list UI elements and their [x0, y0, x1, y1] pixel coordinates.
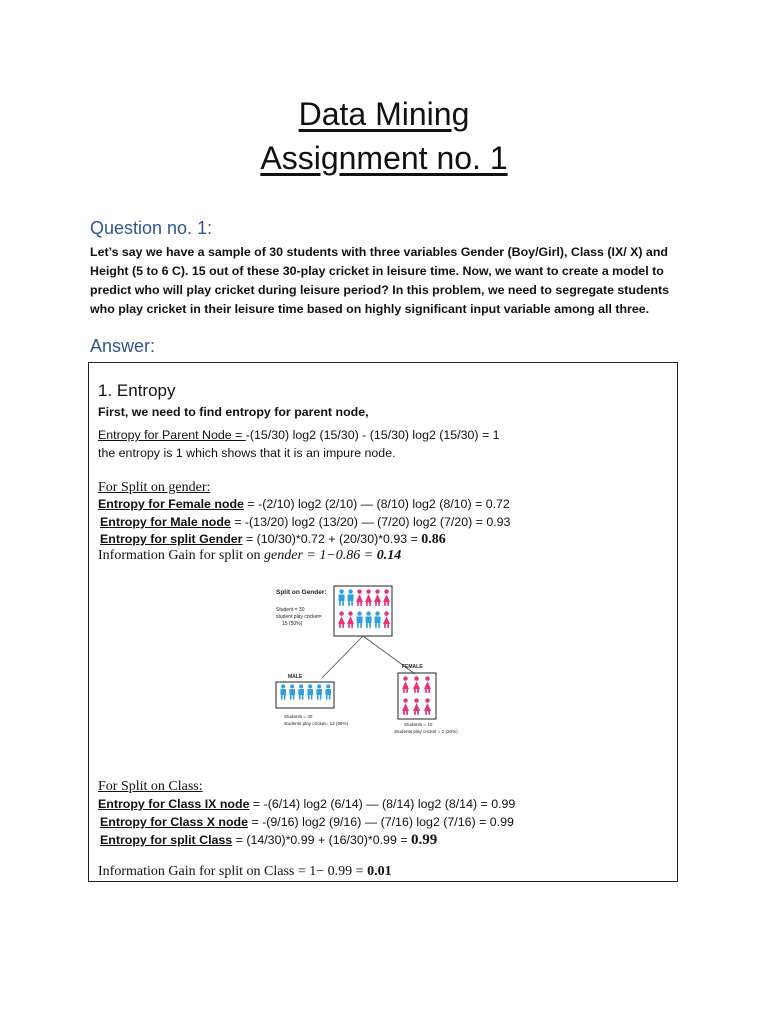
figure-background — [270, 578, 492, 758]
female-entropy-formula: = -(2/10) log2 (2/10) — (8/10) log2 (8/10) = 0.72 — [243, 497, 510, 511]
question-heading: Question no. 1: — [90, 218, 213, 238]
figure-root-line3: 15 (50%) — [282, 621, 303, 627]
class-split-entropy-formula: = (14/30)*0.99 + (16/30)*0.99 = — [232, 833, 411, 847]
gender-split-figure — [270, 578, 492, 758]
doc-title-line1: Data Mining — [298, 96, 470, 132]
gender-gain-line — [98, 548, 401, 564]
figure-male-label: MALE — [288, 674, 303, 680]
class-gain-text: Information Gain for split on Class = 1− 0.99 = — [98, 864, 368, 879]
gender-gain-result: 0.14 — [376, 548, 402, 563]
figure-root-line1: Student = 30 — [276, 607, 305, 613]
gender-gain-formula: gender = 1−0.86 = — [264, 548, 377, 563]
class-split-entropy-line — [100, 832, 437, 849]
class-ix-entropy-line — [98, 797, 515, 811]
class-x-entropy-label: Entropy for Class X node — [100, 815, 249, 829]
figure-root-line2: student play cricket= — [276, 614, 322, 620]
class-gain-result: 0.01 — [367, 864, 392, 879]
class-x-entropy-line — [100, 815, 514, 829]
class-ix-entropy-label: Entropy for Class IX node — [98, 797, 250, 811]
answer-heading: Answer: — [90, 336, 156, 356]
female-entropy-line — [98, 497, 510, 511]
gender-split-heading: For Split on gender: — [98, 480, 211, 495]
class-x-entropy-formula: = -(9/16) log2 (9/16) — (7/16) log2 (7/16) = 0.99 — [248, 815, 514, 829]
class-ix-entropy-formula: = -(6/14) log2 (6/14) — (8/14) log2 (8/14) = 0.99 — [249, 797, 516, 811]
gender-split-entropy-formula: = (10/30)*0.72 + (20/30)*0.93 = — [242, 532, 422, 546]
class-split-heading: For Split on Class: — [98, 779, 203, 794]
gender-split-entropy-label: Entropy for split Gender — [100, 532, 243, 546]
parent-entropy-label: Entropy for Parent Node = — [98, 428, 246, 442]
parent-entropy-note: the entropy is 1 which shows that it is an impure node. — [98, 446, 396, 460]
gender-split-entropy-result: 0.86 — [421, 532, 446, 547]
figure-female-label: FEMALE — [402, 664, 423, 670]
class-gain-line — [98, 864, 392, 880]
entropy-intro: First, we need to find entropy for parent node, — [98, 405, 369, 419]
class-split-entropy-label: Entropy for split Class — [100, 833, 233, 847]
section-title: 1. Entropy — [98, 381, 176, 400]
gender-split-entropy-line — [100, 532, 446, 548]
figure-female-line2: Students play cricket = 2 (20%) — [394, 729, 458, 734]
figure-male-line1: Students = 20 — [284, 714, 313, 719]
female-entropy-label: Entropy for Female node — [98, 497, 244, 511]
doc-title-line2: Assignment no. 1 — [260, 140, 508, 176]
gender-gain-prefix: Information Gain for split on — [98, 548, 265, 563]
male-entropy-line — [100, 515, 510, 529]
figure-title: Split on Gender: — [276, 589, 327, 596]
figure-female-line1: Students = 10 — [404, 722, 433, 727]
question-text: Let’s say we have a sample of 30 students with three variables Gender (Boy/Girl), Class (IX/ X) and Height (5 to 6 C). 15 out of these 30-play cricket in leisure time. Now, we want to create a model to predict who will play cricket during leisure period? In this problem, we need to segregate students who play cricket in their leisure time based on highly significant input variable among all three. — [90, 245, 670, 316]
parent-entropy-formula: -(15/30) log2 (15/30) - (15/30) log2 (15/30) = 1 — [245, 428, 500, 442]
figure-male-line2: students play cricket= 13 (65%) — [284, 721, 349, 726]
class-split-entropy-result: 0.99 — [410, 832, 438, 848]
male-entropy-formula: = -(13/20) log2 (13/20) — (7/20) log2 (7/20) = 0.93 — [230, 515, 511, 529]
male-entropy-label: Entropy for Male node — [100, 515, 231, 529]
parent-entropy-line — [98, 428, 500, 442]
